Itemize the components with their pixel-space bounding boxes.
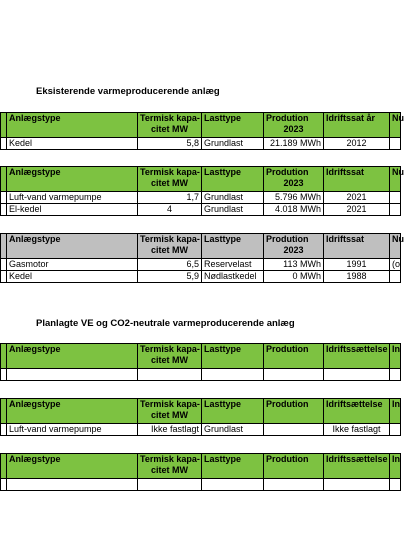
cell-lasttype: Grundlast	[202, 192, 264, 204]
table-header-row	[1, 234, 401, 259]
cell-truncated	[390, 479, 401, 491]
cell-truncated	[390, 204, 401, 216]
cell-anlaegstype	[7, 479, 138, 491]
table-existing-1	[0, 112, 404, 150]
header-termisk-kapacitet: Termisk kapa- citet MW	[138, 113, 202, 138]
header-produktion: Prodution	[264, 454, 324, 479]
cell-idriftssat: 1991	[324, 259, 390, 271]
cell-lasttype: Grundlast	[202, 424, 264, 436]
cell-truncated	[390, 138, 401, 150]
cell-produktion: 113 MWh	[264, 259, 324, 271]
section-existing-title: Eksisterende varmeproducerende anlæg	[36, 86, 220, 97]
cell-idriftsaettelse: Ikke fastlagt	[324, 424, 390, 436]
table-header-row	[1, 167, 401, 192]
header-idriftssat: Idriftssat	[324, 234, 390, 259]
header-idriftsaettelse: Idriftsættelse	[324, 399, 390, 424]
header-anlaegstype: Anlægstype	[7, 454, 138, 479]
header-idriftssat: Idriftssat	[324, 167, 390, 192]
header-truncated: In	[390, 344, 401, 369]
table-row	[1, 138, 401, 150]
header-termisk-kapacitet: Termisk kapa- citet MW	[138, 454, 202, 479]
cell-produktion: 21.189 MWh	[264, 138, 324, 150]
cell-produktion	[264, 479, 324, 491]
header-truncated: Nu	[390, 113, 401, 138]
cell-lasttype	[202, 479, 264, 491]
cell-idriftssat: 2021	[324, 192, 390, 204]
table-row	[1, 479, 401, 491]
header-idriftssaettelse: Idriftssættelse	[324, 344, 390, 369]
header-termisk-kapacitet: Termisk kapa- citet MW	[138, 344, 202, 369]
cell-kapacitet: 1,7	[138, 192, 202, 204]
cell-kapacitet: 5,9	[138, 271, 202, 283]
header-idriftssaettelse: Idriftssættelse	[324, 454, 390, 479]
header-truncated: In	[390, 399, 401, 424]
cell-idriftssat: 2012	[324, 138, 390, 150]
table-header-row	[1, 344, 401, 369]
cell-truncated: (o	[390, 259, 401, 271]
header-termisk-kapacitet: Termisk kapa- citet MW	[138, 399, 202, 424]
cell-lasttype: Grundlast	[202, 138, 264, 150]
header-anlaegstype: Anlægstype	[7, 344, 138, 369]
header-termisk-kapacitet: Termisk kapa- citet MW	[138, 234, 202, 259]
cell-anlaegstype: Kedel	[7, 271, 138, 283]
cell-lasttype: Grundlast	[202, 204, 264, 216]
table-row	[1, 192, 401, 204]
cell-lasttype: Reservelast	[202, 259, 264, 271]
cell-produktion	[264, 424, 324, 436]
table-row	[1, 259, 401, 271]
header-lasttype: Lasttype	[202, 113, 264, 138]
cell-produktion	[264, 369, 324, 381]
cell-idriftssat: 1988	[324, 271, 390, 283]
cell-truncated	[390, 369, 401, 381]
cell-anlaegstype: Luft-vand varmepumpe	[7, 424, 138, 436]
header-lasttype: Lasttype	[202, 454, 264, 479]
cell-kapacitet: 5,8	[138, 138, 202, 150]
cell-produktion: 0 MWh	[264, 271, 324, 283]
table-planned-3	[0, 453, 401, 491]
header-termisk-kapacitet: Termisk kapa- citet MW	[138, 167, 202, 192]
table-existing-3	[0, 233, 404, 283]
header-produktion: Prodution	[264, 344, 324, 369]
header-produktion: Prodution	[264, 399, 324, 424]
header-anlaegstype: Anlægstype	[7, 399, 138, 424]
table-row	[1, 271, 401, 283]
table-row	[1, 424, 401, 436]
table-row	[1, 369, 401, 381]
table-row	[1, 204, 401, 216]
header-idriftssat: Idriftssat år	[324, 113, 390, 138]
header-anlaegstype: Anlægstype	[7, 167, 138, 192]
cell-kapacitet: 6,5	[138, 259, 202, 271]
header-produktion: Prodution 2023	[264, 113, 324, 138]
cell-kapacitet: Ikke fastlagt	[138, 424, 202, 436]
cell-idriftssaettelse	[324, 479, 390, 491]
cell-truncated	[390, 192, 401, 204]
table-planned-1	[0, 343, 401, 381]
table-existing-2	[0, 166, 404, 216]
section-planned-title: Planlagte VE og CO2-neutrale varmeproducerende anlæg	[36, 318, 295, 329]
cell-produktion: 4.018 MWh	[264, 204, 324, 216]
cell-idriftssat: 2021	[324, 204, 390, 216]
header-truncated: Nu	[390, 167, 401, 192]
cell-idriftssaettelse	[324, 369, 390, 381]
header-produktion: Prodution 2023	[264, 167, 324, 192]
header-lasttype: Lasttype	[202, 234, 264, 259]
cell-truncated	[390, 424, 401, 436]
table-header-row	[1, 113, 401, 138]
header-lasttype: Lasttype	[202, 167, 264, 192]
cell-lasttype	[202, 369, 264, 381]
header-lasttype: Lasttype	[202, 399, 264, 424]
cell-anlaegstype: El-kedel	[7, 204, 138, 216]
header-truncated: In	[390, 454, 401, 479]
cell-truncated	[390, 271, 401, 283]
cell-anlaegstype: Kedel	[7, 138, 138, 150]
cell-kapacitet: 4	[138, 204, 202, 216]
header-produktion: Prodution 2023	[264, 234, 324, 259]
cell-kapacitet	[138, 479, 202, 491]
cell-anlaegstype	[7, 369, 138, 381]
cell-anlaegstype: Luft-vand varmepumpe	[7, 192, 138, 204]
header-truncated: Nu	[390, 234, 401, 259]
table-planned-2	[0, 398, 401, 436]
cell-lasttype: Nødlastkedel	[202, 271, 264, 283]
header-lasttype: Lasttype	[202, 344, 264, 369]
header-anlaegstype: Anlægstype	[7, 234, 138, 259]
cell-anlaegstype: Gasmotor	[7, 259, 138, 271]
table-header-row	[1, 454, 401, 479]
table-header-row	[1, 399, 401, 424]
header-anlaegstype: Anlægstype	[7, 113, 138, 138]
cell-produktion: 5.796 MWh	[264, 192, 324, 204]
cell-kapacitet	[138, 369, 202, 381]
